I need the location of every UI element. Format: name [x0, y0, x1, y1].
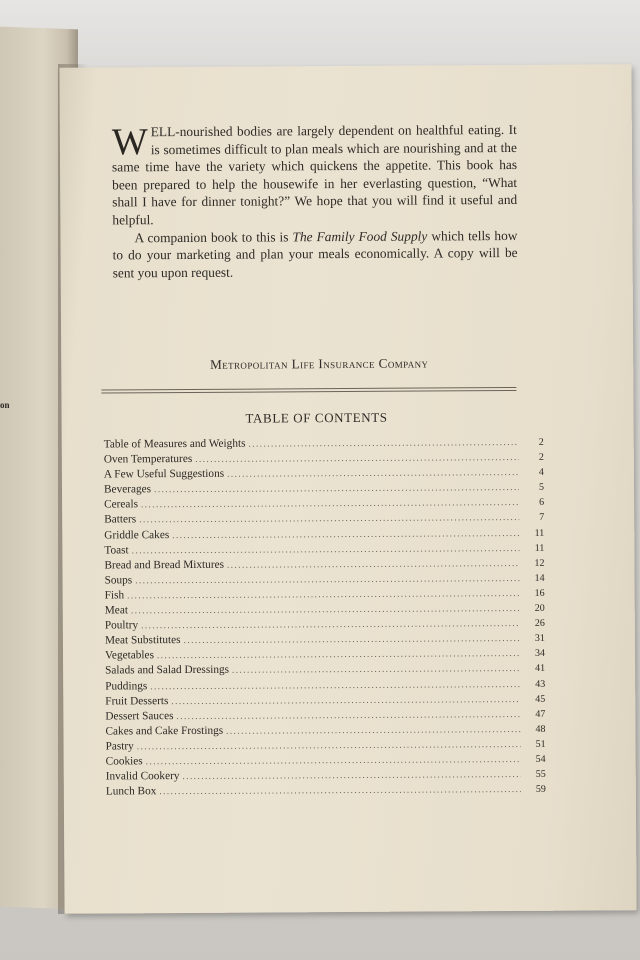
lead-small-caps: ELL [150, 124, 176, 140]
toc-entry-label: Toast [104, 543, 129, 557]
toc-entry-page: 2 [538, 451, 544, 463]
toc-entry-label: A Few Useful Suggestions [103, 467, 225, 481]
toc-entry-label: Pastry [105, 740, 134, 753]
toc-leader-dots [132, 541, 520, 557]
toc-entry-label: Vegetables [104, 649, 154, 662]
toc-leader-dots [135, 571, 519, 587]
intro-text [112, 121, 518, 282]
toc-entry-label: Fruit Desserts [105, 694, 169, 708]
toc-entry-page: 11 [534, 542, 545, 554]
toc-entry-label: Table of Measures and Weights [103, 437, 246, 451]
paragraph-1-text: -nourished bodies are largely dependent on healthful eating. It is sometimes difficult to plan meals which are nourishing and at the same time have the variety which quickens the appetite. This book has been prepared to help the housewife in her everlasting question, “What shall I have for dinner tonight?” We hope that you will find it useful and helpful. [111, 121, 518, 228]
toc-entry-page: 47 [535, 708, 546, 720]
toc-title: TABLE OF CONTENTS [245, 409, 388, 426]
toc-leader-dots [141, 616, 520, 632]
toc-entry-page: 6 [539, 497, 545, 509]
toc-entry-label: Oven Temperatures [103, 453, 193, 466]
toc-entry-page: 54 [535, 753, 546, 765]
toc-entry-page: 4 [538, 466, 544, 479]
toc-entry-page: 31 [534, 633, 545, 645]
toc-leader-dots [171, 692, 520, 708]
toc-entry-page: 48 [535, 723, 546, 735]
toc-leader-dots [232, 661, 520, 677]
toc-entry-label: Cereals [104, 498, 139, 511]
toc-leader-dots [137, 737, 521, 753]
toc-entry-page: 12 [534, 557, 545, 569]
toc-leader-dots [146, 752, 521, 768]
toc-entry-page: 55 [535, 768, 546, 780]
toc-entry [106, 782, 546, 800]
toc-entry-page: 7 [539, 512, 545, 524]
companion-book-title: The Family Food Supply [292, 228, 428, 244]
toc-leader-dots [157, 646, 520, 662]
paragraph-2-start: A companion book to this is [134, 228, 293, 245]
toc-leader-dots [131, 601, 520, 617]
toc-entry-label: Batters [104, 513, 137, 526]
toc-entry-label: Salads and Salad Dressings [105, 664, 230, 677]
toc-leader-dots [141, 495, 519, 511]
toc-entry-label: Fish [104, 589, 125, 602]
toc-leader-dots [227, 465, 519, 481]
toc-entry-page: 16 [534, 587, 545, 599]
toc-leader-dots [184, 631, 520, 647]
toc-entry-label: Bread and Bread Mixtures [104, 558, 225, 572]
toc-leader-dots [226, 722, 520, 738]
toc-entry-label: Cakes and Cake Frostings [105, 724, 224, 738]
toc-entry-page: 34 [534, 648, 546, 660]
booklet-page [59, 64, 636, 913]
toc-entry-label: Puddings [105, 679, 148, 692]
toc-entry-page: 45 [535, 693, 546, 705]
toc-leader-dots [139, 510, 519, 526]
toc-entry-page: 41 [535, 663, 546, 675]
toc-leader-dots [182, 767, 520, 783]
toc-entry-page: 26 [534, 617, 545, 629]
toc-entry-label: Griddle Cakes [104, 528, 170, 542]
toc-entry-page: 2 [538, 436, 544, 448]
toc-entry-label: Lunch Box [105, 785, 157, 798]
toc-entry-label: Soups [104, 574, 133, 587]
paragraph-2-end: which tells how to do your marketing and plan your meals economically. A copy will be sent you upon request. [112, 227, 518, 281]
toc-entry-label: Meat Substitutes [104, 634, 181, 647]
toc-entry-page: 51 [535, 738, 546, 750]
toc-entry-page: 43 [535, 678, 546, 690]
double-rule-divider [101, 387, 516, 394]
company-signature: Metropolitan Life Insurance Company [210, 355, 429, 372]
toc-leader-dots [150, 676, 520, 692]
toc-entry-page: 59 [535, 783, 546, 796]
toc-leader-dots [159, 782, 521, 798]
toc-entry-page: 14 [534, 572, 545, 584]
table-of-contents [104, 435, 546, 800]
toc-leader-dots [127, 586, 520, 602]
toc-entry-label: Meat [104, 604, 128, 617]
toc-entry-label: Cookies [105, 755, 143, 768]
toc-entry-label: Poultry [104, 619, 139, 632]
toc-leader-dots [172, 526, 519, 542]
toc-entry-label: Beverages [103, 483, 152, 496]
toc-leader-dots [227, 556, 520, 572]
drop-cap: W [111, 121, 148, 164]
toc-entry-page: 5 [538, 482, 545, 494]
toc-leader-dots [154, 480, 519, 496]
intro-paragraph-1 [112, 121, 518, 229]
toc-entry-page: 20 [534, 602, 545, 614]
toc-entry-label: Dessert Sauces [105, 709, 174, 723]
toc-leader-dots [195, 450, 519, 466]
left-page-text-fragment: on [0, 400, 10, 410]
toc-leader-dots [248, 435, 518, 451]
toc-entry-label: Invalid Cookery [105, 770, 180, 783]
intro-paragraph-2 [112, 227, 517, 282]
toc-leader-dots [176, 707, 520, 723]
toc-entry-page: 11 [534, 527, 545, 539]
